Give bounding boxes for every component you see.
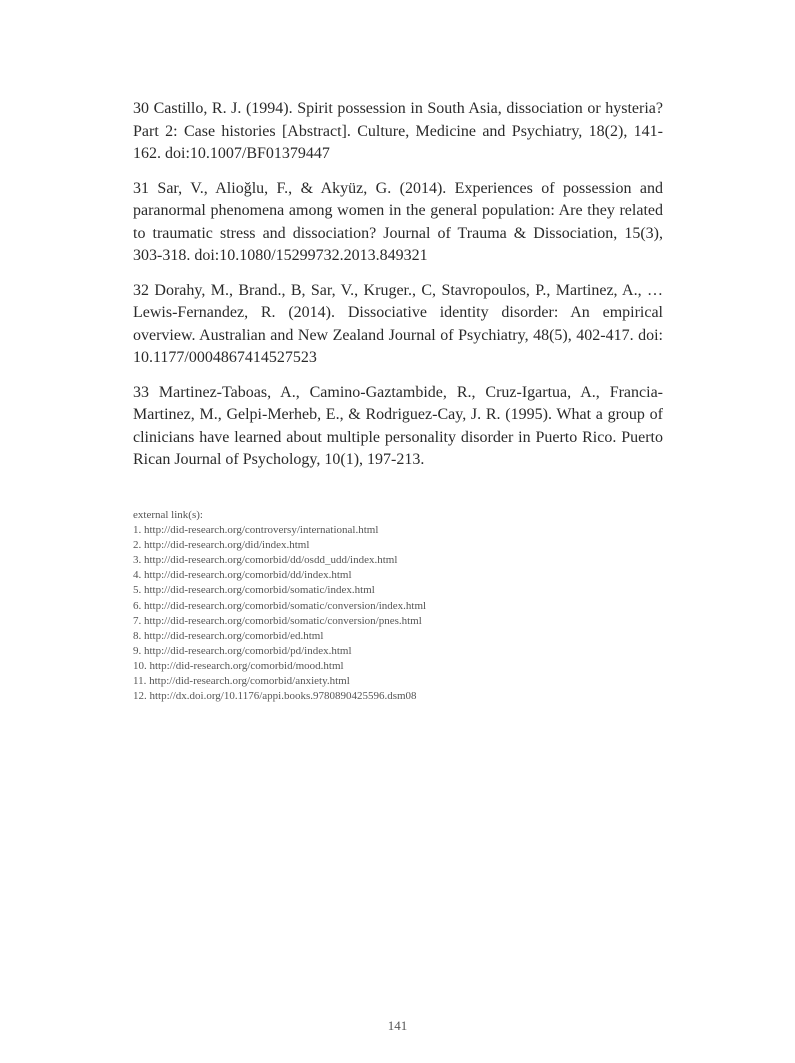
- external-link-6[interactable]: 6. http://did-research.org/comorbid/somatic/conversion/index.html: [133, 599, 427, 612]
- reference-31: 31 Sar, V., Alioğlu, F., & Akyüz, G. (2014). Experiences of possession and paranormal phenomena among women in the general population: Are they related to traumatic stress and dissociation? Journal of Trauma & Dissociation, 15(3), 303-318. doi:10.1080/15299732.2013.849321: [133, 179, 663, 264]
- external-link-7[interactable]: 7. http://did-research.org/comorbid/somatic/conversion/pnes.html: [133, 614, 422, 627]
- external-link-3[interactable]: 3. http://did-research.org/comorbid/dd/osdd_udd/index.html: [133, 554, 398, 567]
- reference-list: [133, 98, 663, 484]
- page-number: 141: [387, 1018, 408, 1033]
- external-link-2[interactable]: 2. http://did-research.org/did/index.html: [133, 539, 310, 552]
- external-link-9[interactable]: 9. http://did-research.org/comorbid/pd/index.html: [133, 644, 352, 657]
- external-link-4[interactable]: 4. http://did-research.org/comorbid/dd/index.html: [133, 569, 352, 582]
- external-links-heading: external link(s):: [133, 509, 203, 521]
- reference-32: 32 Dorahy, M., Brand., B, Sar, V., Kruger., C, Stavropoulos, P., Martinez, A., … Lewis-Fernandez, R. (2014). Dissociative identity disorder: An empirical overview. Australian and New Zealand Journal of Psychiatry, 48(5), 402-417. doi: 10.1177/0004867414527523: [133, 281, 663, 366]
- external-link-10[interactable]: 10. http://did-research.org/comorbid/mood.html: [133, 659, 344, 672]
- reference-30: 30 Castillo, R. J. (1994). Spirit possession in South Asia, dissociation or hysteria? Part 2: Case histories [Abstract]. Culture, Medicine and Psychiatry, 18(2), 141-162. doi:10.1007/BF01379447: [133, 100, 663, 162]
- reference-33: 33 Martinez-Taboas, A., Camino-Gaztambide, R., Cruz-Igartua, A., Francia-Martinez, M., Gelpi-Merheb, E., & Rodriguez-Cay, J. R. (1995). What a group of clinicians have learned about multiple personality disorder in Puerto Rico. Puerto Rican Journal of Psychology, 10(1), 197-213.: [133, 383, 663, 468]
- external-link-11[interactable]: 11. http://did-research.org/comorbid/anxiety.html: [133, 675, 350, 688]
- external-link-12[interactable]: 12. http://dx.doi.org/10.1176/appi.books.9780890425596.dsm08: [133, 690, 417, 703]
- external-link-8[interactable]: 8. http://did-research.org/comorbid/ed.html: [133, 629, 324, 642]
- external-link-5[interactable]: 5. http://did-research.org/comorbid/somatic/index.html: [133, 584, 375, 597]
- external-links: [133, 508, 673, 704]
- external-link-1[interactable]: 1. http://did-research.org/controversy/international.html: [133, 524, 379, 537]
